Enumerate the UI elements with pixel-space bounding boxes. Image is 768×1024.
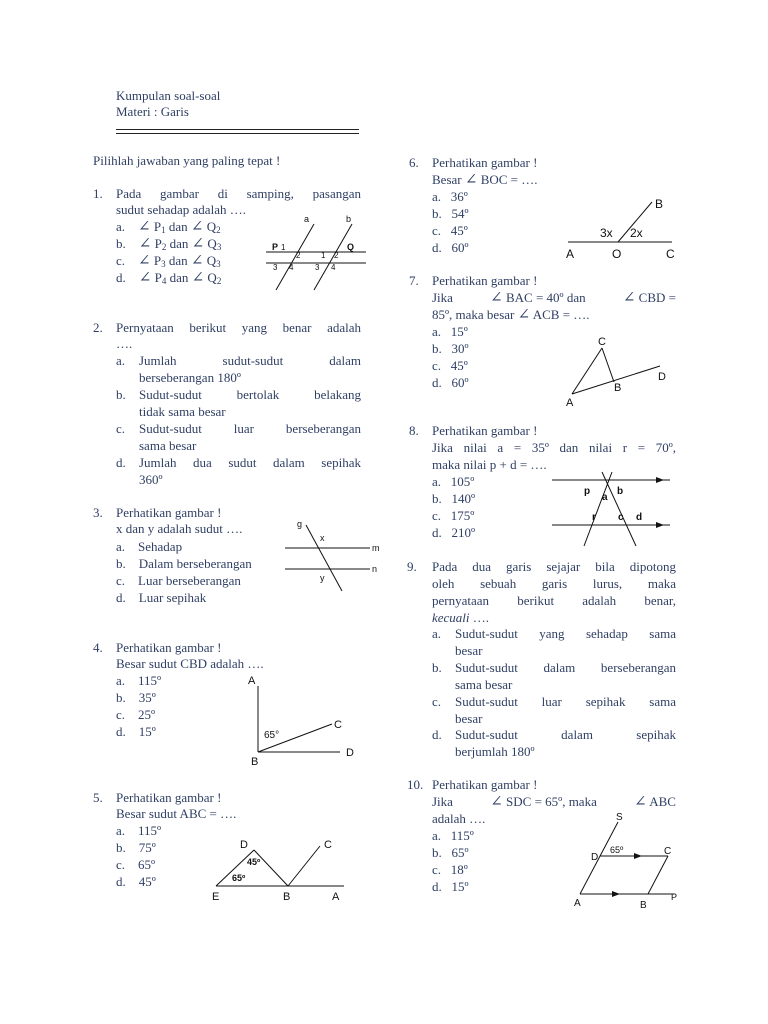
svg-text:O: O — [612, 247, 622, 261]
svg-text:D: D — [658, 371, 666, 383]
svg-text:65º: 65º — [610, 845, 624, 855]
label-a: a — [304, 214, 310, 224]
svg-text:a: a — [602, 492, 608, 503]
option-1b[interactable]: b. ∠ $P_2$ dan ∠ $Q_3$ — [116, 236, 222, 252]
figure-q8 — [548, 470, 678, 550]
svg-text:m: m — [372, 543, 380, 553]
option-1a[interactable]: a. ∠ $P_1$ dan ∠ $Q_2$ — [116, 219, 221, 235]
svg-text:2: 2 — [296, 251, 301, 260]
option-3c[interactable]: c. Luar berseberangan — [116, 573, 241, 588]
svg-text:b: b — [617, 486, 624, 497]
svg-text:B: B — [283, 891, 291, 903]
svg-text:C: C — [666, 247, 675, 261]
svg-text:A: A — [566, 397, 574, 409]
option-7a[interactable]: a. 15º — [432, 324, 468, 339]
option-7b[interactable]: b. 30º — [432, 341, 469, 356]
svg-text:65°: 65° — [264, 730, 280, 741]
svg-text:g: g — [297, 519, 303, 529]
option-5d[interactable]: d. 45º — [116, 874, 156, 889]
option-3d[interactable]: d. Luar sepihak — [116, 590, 207, 605]
svg-text:2: 2 — [334, 251, 339, 260]
svg-text:C: C — [598, 336, 606, 348]
svg-text:S: S — [616, 812, 623, 823]
instruction: Pilihlah jawaban yang paling tepat ! — [93, 153, 281, 168]
option-6d[interactable]: d. 60º — [432, 240, 469, 255]
svg-text:E: E — [212, 891, 220, 903]
option-8d[interactable]: d. 210º — [432, 525, 476, 540]
option-4c[interactable]: c. 25º — [116, 707, 156, 722]
svg-text:P: P — [671, 892, 678, 902]
label-b: b — [346, 214, 352, 224]
svg-text:C: C — [334, 719, 342, 731]
option-8b[interactable]: b. 140º — [432, 491, 476, 506]
svg-text:A: A — [574, 898, 581, 909]
option-10c[interactable]: c. 18º — [432, 862, 468, 877]
svg-text:1: 1 — [321, 251, 326, 260]
svg-text:D: D — [346, 747, 354, 759]
svg-text:r: r — [592, 512, 596, 523]
option-6c[interactable]: c. 45º — [432, 223, 468, 238]
header-subject: Materi : Garis — [116, 104, 189, 119]
option-1d[interactable]: d. ∠ $P_4$ dan ∠ $Q_2$ — [116, 270, 222, 286]
svg-text:B: B — [251, 756, 259, 768]
option-1c[interactable]: c. ∠ $P_3$ dan ∠ $Q_3$ — [116, 253, 221, 269]
label-P: P — [272, 242, 279, 252]
svg-text:p: p — [584, 486, 591, 497]
option-4a[interactable]: a. 115º — [116, 673, 162, 688]
svg-text:45º: 45º — [247, 857, 261, 867]
figure-q7 — [560, 332, 680, 410]
figure-q10 — [568, 808, 686, 912]
option-3b[interactable]: b. Dalam berseberangan — [116, 556, 252, 571]
svg-text:3: 3 — [273, 263, 278, 272]
label-Q: Q — [347, 242, 355, 252]
option-8a[interactable]: a. 105º — [432, 474, 475, 489]
svg-text:A: A — [248, 675, 256, 687]
figure-q5 — [208, 832, 356, 904]
svg-text:2x: 2x — [630, 226, 643, 240]
svg-text:y: y — [320, 573, 325, 583]
svg-text:D: D — [591, 852, 599, 863]
option-10d[interactable]: d. 15º — [432, 879, 469, 894]
figure-q4 — [240, 670, 365, 768]
svg-text:3x: 3x — [600, 226, 613, 240]
svg-text:c: c — [618, 512, 624, 523]
svg-text:A: A — [332, 891, 340, 903]
option-4b[interactable]: b. 35º — [116, 690, 156, 705]
figure-q3 — [280, 515, 385, 593]
svg-text:65º: 65º — [232, 873, 246, 883]
svg-text:1: 1 — [281, 243, 286, 252]
svg-text:C: C — [664, 846, 672, 857]
option-5c[interactable]: c. 65º — [116, 857, 156, 872]
header-rule-1 — [116, 129, 359, 130]
svg-text:A: A — [566, 247, 575, 261]
option-8c[interactable]: c. 175º — [432, 508, 475, 523]
option-6a[interactable]: a. 36º — [432, 189, 468, 204]
svg-text:C: C — [324, 839, 332, 851]
svg-text:B: B — [640, 900, 647, 911]
svg-text:B: B — [614, 382, 622, 394]
option-10b[interactable]: b. 65º — [432, 845, 469, 860]
svg-text:d: d — [636, 512, 643, 523]
option-3a[interactable]: a. Sehadap — [116, 539, 183, 554]
option-7d[interactable]: d. 60º — [432, 375, 469, 390]
svg-text:3: 3 — [315, 263, 320, 272]
header-rule-2 — [116, 133, 359, 134]
figure-q1 — [258, 210, 370, 292]
figure-q6 — [560, 192, 685, 264]
svg-text:D: D — [240, 839, 248, 851]
option-10a[interactable]: a. 115º — [432, 828, 474, 843]
option-5b[interactable]: b. 75º — [116, 840, 156, 855]
header-title: Kumpulan soal-soal — [116, 88, 221, 103]
svg-text:B: B — [655, 197, 664, 211]
option-6b[interactable]: b. 54º — [432, 206, 469, 221]
option-4d[interactable]: d. 15º — [116, 724, 156, 739]
option-5a[interactable]: a. 115º — [116, 823, 162, 838]
svg-text:4: 4 — [289, 263, 294, 272]
svg-text:4: 4 — [331, 263, 336, 272]
svg-text:x: x — [320, 533, 325, 543]
option-7c[interactable]: c. 45º — [432, 358, 468, 373]
svg-text:n: n — [372, 564, 378, 574]
